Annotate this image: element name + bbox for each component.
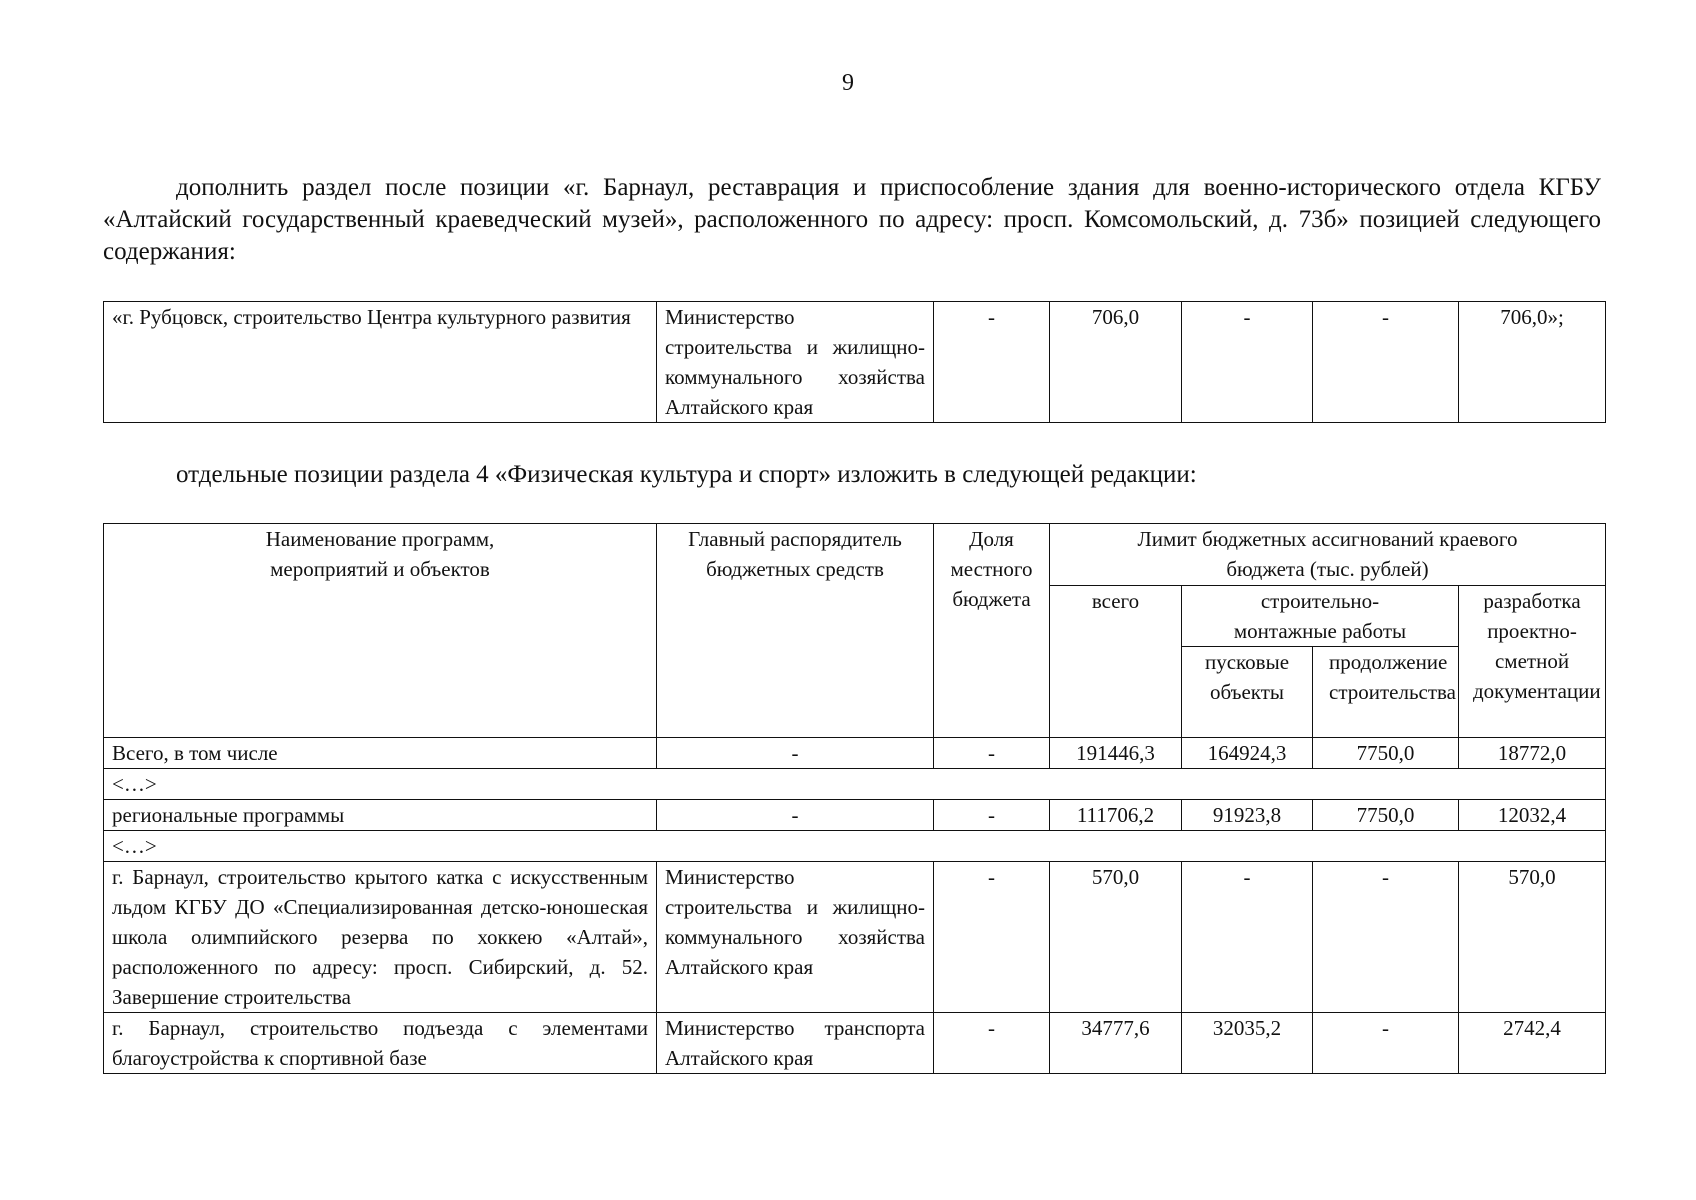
object-name: «г. Рубцовск, строительство Центра культурного развития [104,302,657,423]
row-share: - [934,738,1050,769]
row-total: 111706,2 [1050,800,1182,831]
intro-paragraph: дополнить раздел после позиции «г. Барнаул, реставрация и приспособление здания для военно-исторического отдела КГБУ «Алтайский государственный краеведческий музей», расположенного по адресу: просп. Комсомольский, д. 73б» позицией следующего содержания: [103,174,1601,265]
row-launch: 164924,3 [1182,738,1313,769]
row-total: 570,0 [1050,862,1182,1013]
header-launch: пусковые объекты [1182,647,1313,738]
header-name: Наименование программ, мероприятий и объектов [104,524,657,738]
row-name: г. Барнаул, строительство крытого катка с искусственным льдом КГБУ ДО «Специализированная детско-юношеская школа олимпийского резерва по хоккею «Алтай», расположенного по адресу: просп. Сибирский, д. 52. Завершение строительства [104,862,657,1013]
budget-manager: Министерство строительства и жилищно-коммунального хозяйства Алтайского края [657,302,934,423]
row-total: 191446,3 [1050,738,1182,769]
header-design: разработка проектно-сметной документации [1459,586,1606,738]
header-continue: продолжение строительства [1313,647,1459,738]
row-total: 34777,6 [1050,1013,1182,1074]
table-row [104,831,1606,862]
table-row [104,769,1606,800]
row-design: 12032,4 [1459,800,1606,831]
row-name: региональные программы [104,800,657,831]
sport-positions-table [103,523,1606,1074]
design-value: 706,0»; [1459,302,1606,423]
row-manager: - [657,738,934,769]
row-ellipsis: <…> [104,769,1606,800]
row-name: Всего, в том числе [104,738,657,769]
local-share: - [934,302,1050,423]
row-launch: 91923,8 [1182,800,1313,831]
table-header-row [104,524,1606,586]
table-row [104,738,1606,769]
row-ellipsis: <…> [104,831,1606,862]
row-continue: - [1313,1013,1459,1074]
row-continue: 7750,0 [1313,738,1459,769]
header-share: Доля местного бюджета [934,524,1050,738]
row-manager: - [657,800,934,831]
row-continue: - [1313,862,1459,1013]
row-share: - [934,800,1050,831]
header-limit: Лимит бюджетных ассигнований краевого бюджета (тыс. рублей) [1050,524,1606,586]
row-launch: 32035,2 [1182,1013,1313,1074]
added-position-table [103,301,1606,423]
launch-value: - [1182,302,1313,423]
row-continue: 7750,0 [1313,800,1459,831]
total-value: 706,0 [1050,302,1182,423]
continue-value: - [1313,302,1459,423]
section-paragraph: отдельные позиции раздела 4 «Физическая культура и спорт» изложить в следующей редакции: [176,461,1197,488]
row-name: г. Барнаул, строительство подъезда с элементами благоустройства к спортивной базе [104,1013,657,1074]
table-row [104,1013,1606,1074]
row-launch: - [1182,862,1313,1013]
row-design: 570,0 [1459,862,1606,1013]
row-design: 18772,0 [1459,738,1606,769]
header-construction: строительно-монтажные работы [1182,586,1459,647]
row-manager: Министерство строительства и жилищно-коммунального хозяйства Алтайского края [657,862,934,1013]
table-row [104,800,1606,831]
row-share: - [934,1013,1050,1074]
header-total: всего [1050,586,1182,738]
row-manager: Министерство транспорта Алтайского края [657,1013,934,1074]
page-number: 9 [842,70,854,96]
row-share: - [934,862,1050,1013]
header-manager: Главный распорядитель бюджетных средств [657,524,934,738]
table-row [104,862,1606,1013]
row-design: 2742,4 [1459,1013,1606,1074]
table-row [104,302,1606,423]
